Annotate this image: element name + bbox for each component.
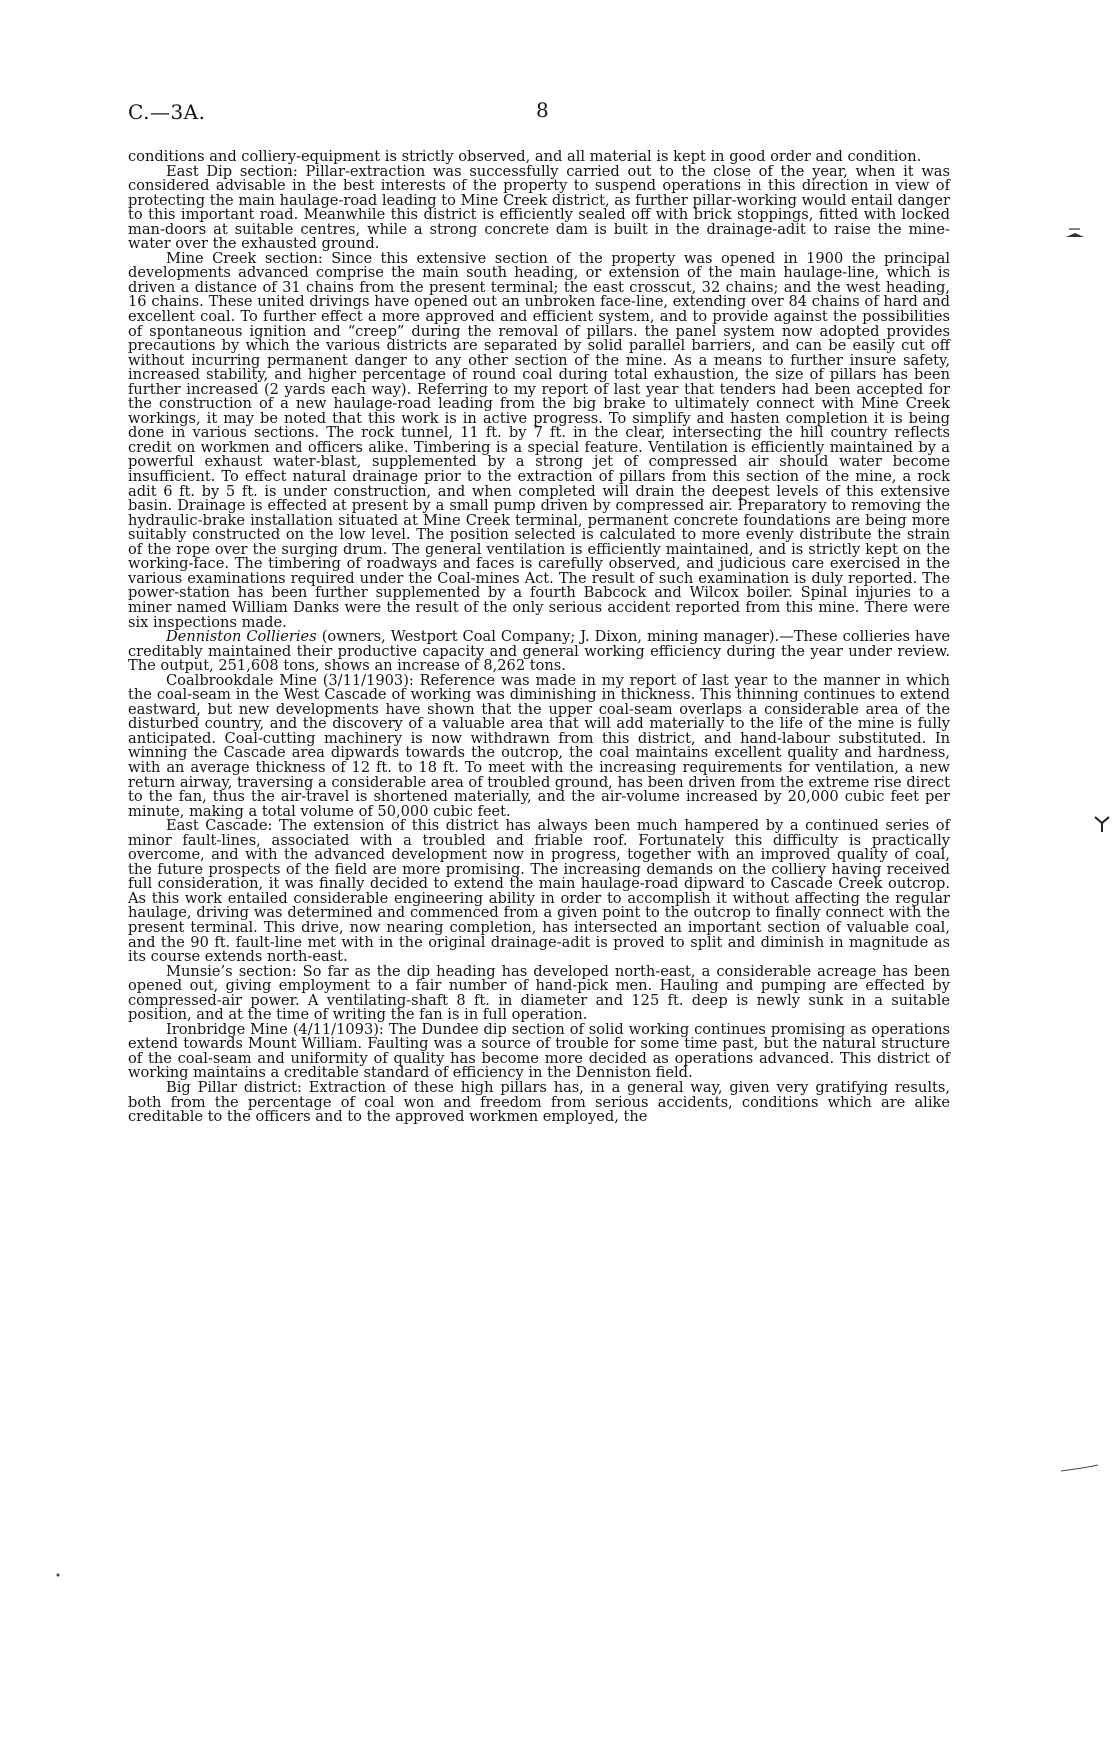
paragraph-munsies-section — [128, 962, 950, 1024]
section-heading: East Dip section: — [166, 162, 298, 180]
paragraph-text: So far as the dip heading has developed north-east, a considerable acreage has been opened out, giving employment to a fair number of hand-pick men. Hauling and pumping are effected by compressed-air power. A ventilating-shaft 8 ft. in diameter and 125 ft. deep is newly sunk in a suitable position, and at the time of writing the fan is in full operation. — [128, 962, 950, 1024]
paragraph-east-cascade — [128, 819, 950, 964]
paragraph-text: Reference was made in my report of last year to the manner in which the coal-seam in the West Cascade of working was diminishing in thickness. This thinning continues to extend eastward, but new developments have shown that the upper coal-seam overlaps a considerable area of the disturbed country, and the discovery of a valuable area that will add materially to the life of the mine is fully anticipated. Coal-cutting machinery is now withdrawn from this district, and hand-labour substituted. In winning the Cascade area dipwards towards the outcrop, the coal maintains excellent quality and hardness, with an average thickness of 12 ft. to 18 ft. To meet with the increasing requirements for ventilation, a new return airway, traversing a considerable area of troubled ground, has been driven from the extreme rise direct to the fan, thus the air-travel is shortened materially, and the air-volume increased by 20,000 cubic feet per minute, making a total volume of 50,000 cubic feet. — [128, 671, 950, 820]
margin-mark-upper — [1064, 226, 1086, 240]
paragraph-text: Since this extensive section of the property was opened in 1900 the principal developments advanced comprise the main south heading, or extension of the main haulage-line, which is driven a distance of 31 chains from the present terminal; the east crosscut, 32 chains; and the west heading, 16 chains. These united drivings have opened out an unbroken face-line, extending over 84 chains of hard and excellent coal. To further effect a more approved and efficient system, and to provide against the possibilities of spontaneous ignition and “creep” during the removal of pillars. the panel system now adopted provides precautions by which the various districts are separated by solid parallel barriers, and can be easily cut off without incurring permanent danger to any other section of the mine. As a means to further insure safety, increased stability, and higher percentage of round coal during total exhaustion, the size of pillars has been further increased (2 yards each way). Referring to my report of last year that tenders had been accepted for the construction of a new haulage-road leading from the big brake to ultimately connect with Mine Creek workings, it may be noted that this work is in active progress. To simplify and hasten completion it is being done in various sections. The rock tunnel, 11 ft. by 7 ft. in the clear, intersecting the hill country reflects credit on workmen and officers alike. Timbering is a special feature. Ventilation is efficiently maintained by a powerful exhaust water-blast, supplemented by a strong jet of compressed air should water become insufficient. To effect natural drainage prior to the extraction of pillars from this section of the mine, a rock adit 6 ft. by 5 ft. is under construction, and when completed will drain the deepest levels of this extensive basin. Drainage is effected at present by a small pump driven by compressed air. Preparatory to removing the hydraulic-brake installation situated at Mine Creek terminal, permanent concrete foundations are being more suitably constructed on the low level. The position selected is calculated to more evenly distribute the strain of the rope over the surging drum. The general ventilation is efficiently maintained, and is strictly kept on the working-face. The timbering of roadways and faces is carefully observed, and judicious care exercised in the various examinations required under the Coal-mines Act. The result of such examination is duly reported. The power-station has been further supplemented by a fourth Babcock and Wilcox boiler. Spinal injuries to a miner named William Danks were the result of the only serious accident reported from this mine. There were six inspections made. — [128, 249, 950, 631]
paragraph-east-dip-section — [128, 162, 950, 253]
section-heading: Coalbrookdale Mine (3/11/1903): — [166, 671, 414, 689]
page-number: 8 — [536, 98, 549, 122]
section-heading: Ironbridge Mine (4/11/1093): — [166, 1020, 384, 1038]
paragraph-ironbridge-mine — [128, 1020, 950, 1082]
report-body — [128, 150, 950, 1125]
section-heading: Munsie’s section: — [166, 962, 297, 980]
section-heading: Big Pillar district: — [166, 1079, 302, 1096]
paragraph-denniston-collieries — [128, 630, 950, 674]
page-header — [128, 100, 948, 136]
paragraph-text: (owners, Westport Coal Company; J. Dixon, mining manager).—These collieries have creditably maintained their productive capacity and general working efficiency during the year under review. The output, 251,608 tons, shows an increase of 8,262 tons. — [128, 628, 951, 675]
paragraph-text: The Dundee dip section of solid working continues promising as operations extend towards Mount William. Faulting was a source of trouble for some time past, but the natural structure of the coal-seam and uniformity of quality has become more decided as operations advanced. This district of working maintains a creditable standard of efficiency in the Denniston field. — [128, 1020, 950, 1082]
section-heading: Mine Creek section: — [166, 249, 323, 267]
margin-mark-middle — [1094, 815, 1110, 835]
paragraph-text: Pillar-extraction was successfully carried out to the close of the year, when it was considered advisable in the best interests of the property to suspend operations in this direction in view of protecting the main haulage-road leading to Mine Creek district, as further pillar-working would entail danger to this important road. Meanwhile this district is efficiently sealed off with brick stoppings, fitted with locked man-doors at suitable centres, while a strong concrete dam is built in the drainage-adit to raise the mine-water over the exhausted ground. — [128, 162, 950, 253]
paragraph-text: conditions and colliery-equipment is strictly observed, and all material is kept in good order and condition. — [128, 148, 922, 165]
margin-dot — [56, 1573, 60, 1577]
paragraph-big-pillar-district — [128, 1081, 950, 1125]
section-heading: Denniston Collieries — [166, 628, 317, 646]
paragraph-text: The extension of this district has always been much hampered by a continued series of minor fault-lines, associated with a troubled and friable roof. Fortunately this difficulty is practically overcome, and with the advanced development now in progress, together with an improved quality of coal, the future prospects of the field are more promising. The increasing demands on the colliery having received full consideration, it was finally decided to extend the main haulage-road dipward to Cascade Creek outcrop. As this work entailed considerable engineering ability in order to accomplish it without affecting the regular haulage, driving was determined and commenced from a given point to the outcrop to finally connect with the present terminal. This drive, now nearing completion, has intersected an important section of valuable coal, and the 90 ft. fault-line met with in the original drainage-adit is proved to split and diminish in magnitude as its course extends north-east. — [128, 817, 950, 966]
paragraph-mine-creek-section — [128, 249, 950, 631]
margin-mark-lower — [1060, 1463, 1100, 1475]
document-reference: C.—3A. — [128, 100, 206, 124]
paragraph-coalbrookdale-mine — [128, 671, 950, 820]
section-heading: East Cascade: — [166, 817, 273, 835]
paragraph-text: Extraction of these high pillars has, in a general way, given very gratifying results, both from the percentage of coal won and freedom from serious accidents, conditions which are alike creditable to the officers and to the approved workmen employed, the — [128, 1079, 950, 1126]
